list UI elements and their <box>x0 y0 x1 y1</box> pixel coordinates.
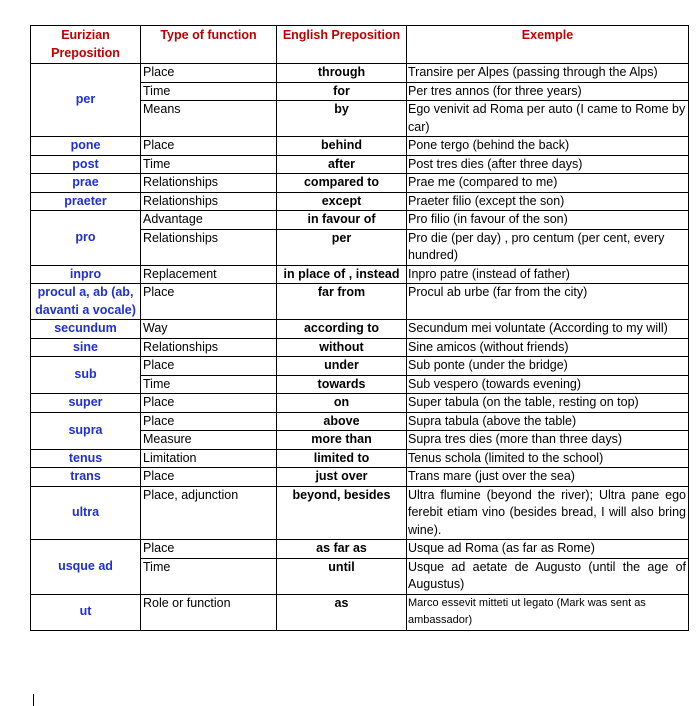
function-type-cell: Time <box>141 558 277 594</box>
preposition-cell: ut <box>31 594 141 630</box>
example-cell: Inpro patre (instead of father) <box>407 265 689 284</box>
english-preposition-cell: as <box>277 594 407 630</box>
english-preposition-cell: beyond, besides <box>277 486 407 540</box>
example-cell: Sub vespero (towards evening) <box>407 375 689 394</box>
english-preposition-cell: just over <box>277 468 407 487</box>
function-type-cell: Relationships <box>141 174 277 193</box>
function-type-cell: Time <box>141 155 277 174</box>
function-type-cell: Place, adjunction <box>141 486 277 540</box>
example-cell: Post tres dies (after three days) <box>407 155 689 174</box>
english-preposition-cell: under <box>277 357 407 376</box>
preposition-cell: secundum <box>31 320 141 339</box>
example-cell: Pone tergo (behind the back) <box>407 137 689 156</box>
example-cell: Praeter filio (except the son) <box>407 192 689 211</box>
example-cell: Marco essevit mitteti ut legato (Mark was sent as ambassador) <box>407 594 689 630</box>
table-row <box>31 284 689 320</box>
function-type-cell: Place <box>141 64 277 83</box>
preposition-cell: prae <box>31 174 141 193</box>
prepositions-table <box>30 25 689 631</box>
table-row <box>31 394 689 413</box>
preposition-cell: inpro <box>31 265 141 284</box>
preposition-cell: pro <box>31 211 141 266</box>
preposition-cell: tenus <box>31 449 141 468</box>
table-row <box>31 137 689 156</box>
example-cell: Ego venivit ad Roma per auto (I came to Rome by car) <box>407 101 689 137</box>
preposition-cell: praeter <box>31 192 141 211</box>
function-type-cell: Replacement <box>141 265 277 284</box>
function-type-cell: Relationships <box>141 338 277 357</box>
function-type-cell: Measure <box>141 431 277 450</box>
english-preposition-cell: in favour of <box>277 211 407 230</box>
preposition-cell: post <box>31 155 141 174</box>
function-type-cell: Way <box>141 320 277 339</box>
function-type-cell: Place <box>141 468 277 487</box>
header-preposition: Eurizian Preposition <box>31 26 141 64</box>
example-cell: Pro filio (in favour of the son) <box>407 211 689 230</box>
english-preposition-cell: except <box>277 192 407 211</box>
function-type-cell: Role or function <box>141 594 277 630</box>
header-example: Exemple <box>407 26 689 64</box>
english-preposition-cell: far from <box>277 284 407 320</box>
table-row <box>31 192 689 211</box>
function-type-cell: Relationships <box>141 229 277 265</box>
english-preposition-cell: more than <box>277 431 407 450</box>
function-type-cell: Place <box>141 412 277 431</box>
english-preposition-cell: until <box>277 558 407 594</box>
example-cell: Usque ad aetate de Augusto (until the age of Augustus) <box>407 558 689 594</box>
function-type-cell: Place <box>141 137 277 156</box>
english-preposition-cell: by <box>277 101 407 137</box>
example-cell: Super tabula (on the table, resting on top) <box>407 394 689 413</box>
example-cell: Supra tabula (above the table) <box>407 412 689 431</box>
english-preposition-cell: limited to <box>277 449 407 468</box>
function-type-cell: Place <box>141 540 277 559</box>
preposition-cell: super <box>31 394 141 413</box>
table-row <box>31 174 689 193</box>
english-preposition-cell: above <box>277 412 407 431</box>
table-row <box>31 265 689 284</box>
function-type-cell: Place <box>141 394 277 413</box>
function-type-cell: Relationships <box>141 192 277 211</box>
example-cell: Pro die (per day) , pro centum (per cent, every hundred) <box>407 229 689 265</box>
preposition-cell: sub <box>31 357 141 394</box>
example-cell: Tenus schola (limited to the school) <box>407 449 689 468</box>
table-row <box>31 64 689 83</box>
example-cell: Per tres annos (for three years) <box>407 82 689 101</box>
example-cell: Usque ad Roma (as far as Rome) <box>407 540 689 559</box>
preposition-cell: usque ad <box>31 540 141 595</box>
table-row <box>31 449 689 468</box>
english-preposition-cell: in place of , instead <box>277 265 407 284</box>
example-cell: Supra tres dies (more than three days) <box>407 431 689 450</box>
example-cell: Ultra flumine (beyond the river); Ultra pane ego ferebit etiam vino (besides bread, I will also bring wine). <box>407 486 689 540</box>
table-body <box>31 64 689 631</box>
example-cell: Sub ponte (under the bridge) <box>407 357 689 376</box>
function-type-cell: Time <box>141 375 277 394</box>
english-preposition-cell: behind <box>277 137 407 156</box>
example-cell: Sine amicos (without friends) <box>407 338 689 357</box>
text-cursor <box>33 694 34 706</box>
preposition-cell: trans <box>31 468 141 487</box>
english-preposition-cell: according to <box>277 320 407 339</box>
table-row <box>31 338 689 357</box>
example-cell: Prae me (compared to me) <box>407 174 689 193</box>
english-preposition-cell: after <box>277 155 407 174</box>
document-page <box>30 25 688 631</box>
table-row <box>31 155 689 174</box>
preposition-cell: per <box>31 64 141 137</box>
example-cell: Transire per Alpes (passing through the Alps) <box>407 64 689 83</box>
table-row <box>31 486 689 540</box>
english-preposition-cell: per <box>277 229 407 265</box>
english-preposition-cell: as far as <box>277 540 407 559</box>
english-preposition-cell: without <box>277 338 407 357</box>
preposition-cell: ultra <box>31 486 141 540</box>
english-preposition-cell: towards <box>277 375 407 394</box>
function-type-cell: Means <box>141 101 277 137</box>
table-row <box>31 468 689 487</box>
table-row <box>31 412 689 431</box>
preposition-cell: supra <box>31 412 141 449</box>
table-row <box>31 211 689 230</box>
example-cell: Secundum mei voluntate (According to my will) <box>407 320 689 339</box>
function-type-cell: Advantage <box>141 211 277 230</box>
header-type: Type of function <box>141 26 277 64</box>
table-row <box>31 357 689 376</box>
table-row <box>31 594 689 630</box>
example-cell: Procul ab urbe (far from the city) <box>407 284 689 320</box>
header-row <box>31 26 689 64</box>
table-row <box>31 540 689 559</box>
english-preposition-cell: on <box>277 394 407 413</box>
function-type-cell: Time <box>141 82 277 101</box>
english-preposition-cell: compared to <box>277 174 407 193</box>
english-preposition-cell: for <box>277 82 407 101</box>
preposition-cell: pone <box>31 137 141 156</box>
table-row <box>31 320 689 339</box>
preposition-cell: procul a, ab (ab, davanti a vocale) <box>31 284 141 320</box>
function-type-cell: Place <box>141 284 277 320</box>
header-english: English Preposition <box>277 26 407 64</box>
preposition-cell: sine <box>31 338 141 357</box>
english-preposition-cell: through <box>277 64 407 83</box>
function-type-cell: Place <box>141 357 277 376</box>
example-cell: Trans mare (just over the sea) <box>407 468 689 487</box>
function-type-cell: Limitation <box>141 449 277 468</box>
